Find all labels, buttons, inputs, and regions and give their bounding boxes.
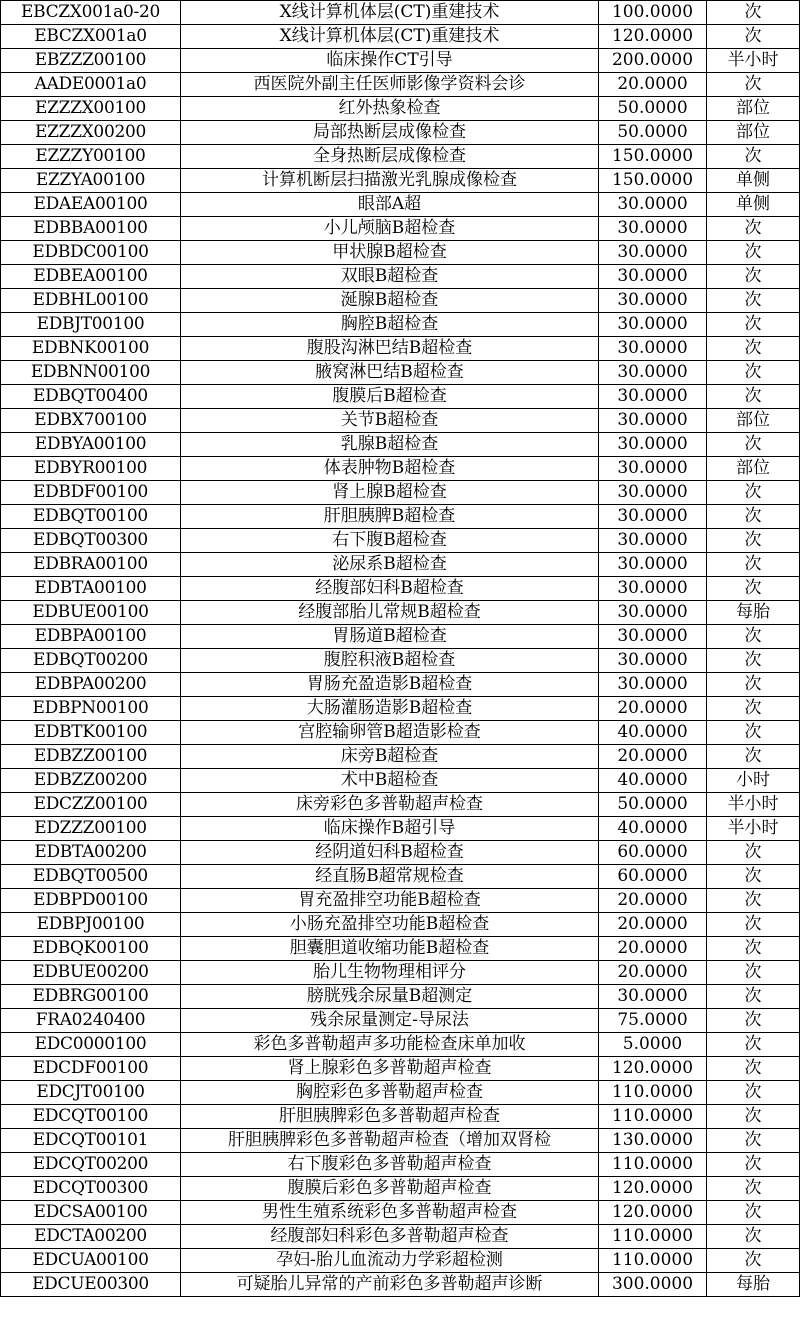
item-price-cell: 60.0000 <box>599 841 707 865</box>
item-unit-cell: 次 <box>707 1009 800 1033</box>
table-row <box>1 961 800 985</box>
item-unit-cell: 次 <box>707 265 800 289</box>
item-price-cell: 30.0000 <box>599 673 707 697</box>
table-row <box>1 409 800 433</box>
table-row <box>1 505 800 529</box>
item-name-cell: 局部热断层成像检查 <box>181 121 599 145</box>
item-code-cell: EDCQT00101 <box>1 1129 181 1153</box>
item-name-cell: 经直肠B超常规检查 <box>181 865 599 889</box>
item-unit-cell: 每胎 <box>707 601 800 625</box>
item-code-cell: EDAEA00100 <box>1 193 181 217</box>
item-code-cell: EDCTA00200 <box>1 1225 181 1249</box>
item-unit-cell: 次 <box>707 241 800 265</box>
item-unit-cell: 次 <box>707 673 800 697</box>
table-row <box>1 169 800 193</box>
item-price-cell: 130.0000 <box>599 1129 707 1153</box>
item-price-cell: 30.0000 <box>599 337 707 361</box>
item-code-cell: EDBDC00100 <box>1 241 181 265</box>
item-code-cell: EDBTK00100 <box>1 721 181 745</box>
table-row <box>1 1249 800 1273</box>
item-code-cell: EDCJT00100 <box>1 1081 181 1105</box>
item-unit-cell: 次 <box>707 553 800 577</box>
item-unit-cell: 部位 <box>707 409 800 433</box>
table-row <box>1 1 800 25</box>
item-unit-cell: 次 <box>707 25 800 49</box>
table-row <box>1 1033 800 1057</box>
item-code-cell: EBCZX001a0 <box>1 25 181 49</box>
item-price-cell: 50.0000 <box>599 97 707 121</box>
item-price-cell: 30.0000 <box>599 217 707 241</box>
item-price-cell: 20.0000 <box>599 961 707 985</box>
table-row <box>1 313 800 337</box>
item-code-cell: AADE0001a0 <box>1 73 181 97</box>
item-code-cell: EDZZZ00100 <box>1 817 181 841</box>
item-name-cell: 胸腔彩色多普勒超声检查 <box>181 1081 599 1105</box>
item-unit-cell: 次 <box>707 649 800 673</box>
item-name-cell: 胆囊胆道收缩功能B超检查 <box>181 937 599 961</box>
item-unit-cell: 次 <box>707 1081 800 1105</box>
item-name-cell: X线计算机体层(CT)重建技术 <box>181 1 599 25</box>
item-code-cell: EDBRG00100 <box>1 985 181 1009</box>
item-price-cell: 30.0000 <box>599 577 707 601</box>
item-code-cell: EDBQT00400 <box>1 385 181 409</box>
table-row <box>1 697 800 721</box>
item-price-cell: 100.0000 <box>599 1 707 25</box>
item-unit-cell: 次 <box>707 1153 800 1177</box>
table-row <box>1 337 800 361</box>
item-code-cell: EDBPN00100 <box>1 697 181 721</box>
item-code-cell: EDCZZ00100 <box>1 793 181 817</box>
table-row <box>1 1129 800 1153</box>
item-code-cell: EZZZY00100 <box>1 145 181 169</box>
item-name-cell: 胎儿生物物理相评分 <box>181 961 599 985</box>
table-row <box>1 121 800 145</box>
item-price-cell: 5.0000 <box>599 1033 707 1057</box>
item-unit-cell: 次 <box>707 865 800 889</box>
item-price-cell: 110.0000 <box>599 1225 707 1249</box>
item-price-cell: 30.0000 <box>599 193 707 217</box>
item-name-cell: 肾上腺B超检查 <box>181 481 599 505</box>
table-row <box>1 937 800 961</box>
item-name-cell: 体表肿物B超检查 <box>181 457 599 481</box>
item-code-cell: EDC0000100 <box>1 1033 181 1057</box>
table-row <box>1 769 800 793</box>
table-row <box>1 1177 800 1201</box>
item-name-cell: 腹膜后B超检查 <box>181 385 599 409</box>
item-name-cell: 腹膜后彩色多普勒超声检查 <box>181 1177 599 1201</box>
item-name-cell: 宫腔输卵管B超造影检查 <box>181 721 599 745</box>
item-code-cell: EDBX700100 <box>1 409 181 433</box>
item-name-cell: 双眼B超检查 <box>181 265 599 289</box>
item-price-cell: 30.0000 <box>599 385 707 409</box>
table-row <box>1 985 800 1009</box>
item-price-cell: 30.0000 <box>599 481 707 505</box>
item-unit-cell: 次 <box>707 217 800 241</box>
item-price-cell: 20.0000 <box>599 745 707 769</box>
item-unit-cell: 部位 <box>707 97 800 121</box>
item-code-cell: EDCQT00100 <box>1 1105 181 1129</box>
item-unit-cell: 次 <box>707 889 800 913</box>
table-row <box>1 145 800 169</box>
item-unit-cell: 次 <box>707 73 800 97</box>
item-price-cell: 40.0000 <box>599 721 707 745</box>
item-price-cell: 110.0000 <box>599 1081 707 1105</box>
item-unit-cell: 次 <box>707 1057 800 1081</box>
table-row <box>1 601 800 625</box>
table-row <box>1 433 800 457</box>
table-row <box>1 193 800 217</box>
item-price-cell: 30.0000 <box>599 529 707 553</box>
item-name-cell: 腹股沟淋巴结B超检查 <box>181 337 599 361</box>
table-row <box>1 1201 800 1225</box>
item-unit-cell: 次 <box>707 913 800 937</box>
item-price-cell: 110.0000 <box>599 1153 707 1177</box>
item-price-cell: 20.0000 <box>599 889 707 913</box>
item-name-cell: 肝胆胰脾彩色多普勒超声检查（增加双肾检 <box>181 1129 599 1153</box>
item-code-cell: FRA0240400 <box>1 1009 181 1033</box>
item-name-cell: 男性生殖系统彩色多普勒超声检查 <box>181 1201 599 1225</box>
item-code-cell: EDBQT00100 <box>1 505 181 529</box>
item-name-cell: 胸腔B超检查 <box>181 313 599 337</box>
item-price-cell: 30.0000 <box>599 985 707 1009</box>
table-row <box>1 793 800 817</box>
item-unit-cell: 次 <box>707 433 800 457</box>
item-name-cell: 小肠充盈排空功能B超检查 <box>181 913 599 937</box>
table-row <box>1 1057 800 1081</box>
item-code-cell: EDCQT00200 <box>1 1153 181 1177</box>
item-name-cell: 彩色多普勒超声多功能检查床单加收 <box>181 1033 599 1057</box>
item-code-cell: EDCDF00100 <box>1 1057 181 1081</box>
item-name-cell: 临床操作B超引导 <box>181 817 599 841</box>
item-unit-cell: 次 <box>707 337 800 361</box>
item-name-cell: 术中B超检查 <box>181 769 599 793</box>
item-code-cell: EDBPJ00100 <box>1 913 181 937</box>
item-code-cell: EDBZZ00100 <box>1 745 181 769</box>
item-code-cell: EDBQK00100 <box>1 937 181 961</box>
table-row <box>1 361 800 385</box>
item-code-cell: EZZZX00100 <box>1 97 181 121</box>
item-unit-cell: 次 <box>707 625 800 649</box>
item-price-cell: 60.0000 <box>599 865 707 889</box>
item-code-cell: EDBZZ00200 <box>1 769 181 793</box>
item-unit-cell: 次 <box>707 1033 800 1057</box>
item-unit-cell: 次 <box>707 1129 800 1153</box>
item-code-cell: EDCQT00300 <box>1 1177 181 1201</box>
item-name-cell: 可疑胎儿异常的产前彩色多普勒超声诊断 <box>181 1273 599 1297</box>
table-row <box>1 385 800 409</box>
item-price-cell: 20.0000 <box>599 697 707 721</box>
item-code-cell: EDBBA00100 <box>1 217 181 241</box>
item-price-cell: 150.0000 <box>599 145 707 169</box>
item-price-cell: 30.0000 <box>599 241 707 265</box>
item-code-cell: EBCZX001a0-20 <box>1 1 181 25</box>
table-row <box>1 721 800 745</box>
item-unit-cell: 次 <box>707 361 800 385</box>
item-name-cell: 经腹部妇科彩色多普勒超声检查 <box>181 1225 599 1249</box>
item-price-cell: 30.0000 <box>599 289 707 313</box>
item-price-cell: 30.0000 <box>599 313 707 337</box>
item-name-cell: 西医院外副主任医师影像学资料会诊 <box>181 73 599 97</box>
item-name-cell: 计算机断层扫描激光乳腺成像检查 <box>181 169 599 193</box>
item-code-cell: EDBDF00100 <box>1 481 181 505</box>
item-price-cell: 120.0000 <box>599 1201 707 1225</box>
item-code-cell: EDCUA00100 <box>1 1249 181 1273</box>
item-unit-cell: 次 <box>707 961 800 985</box>
item-name-cell: 右下腹彩色多普勒超声检查 <box>181 1153 599 1177</box>
item-name-cell: 涎腺B超检查 <box>181 289 599 313</box>
item-code-cell: EDBRA00100 <box>1 553 181 577</box>
item-unit-cell: 次 <box>707 385 800 409</box>
item-name-cell: 经腹部胎儿常规B超检查 <box>181 601 599 625</box>
item-unit-cell: 次 <box>707 1177 800 1201</box>
item-price-cell: 50.0000 <box>599 121 707 145</box>
item-price-cell: 50.0000 <box>599 793 707 817</box>
item-name-cell: 肝胆胰脾B超检查 <box>181 505 599 529</box>
item-name-cell: 肝胆胰脾彩色多普勒超声检查 <box>181 1105 599 1129</box>
item-code-cell: EZZYA00100 <box>1 169 181 193</box>
item-unit-cell: 次 <box>707 985 800 1009</box>
item-name-cell: 胃肠道B超检查 <box>181 625 599 649</box>
item-unit-cell: 次 <box>707 721 800 745</box>
item-unit-cell: 次 <box>707 505 800 529</box>
item-name-cell: 甲状腺B超检查 <box>181 241 599 265</box>
item-code-cell: EBZZZ00100 <box>1 49 181 73</box>
item-price-cell: 300.0000 <box>599 1273 707 1297</box>
table-row <box>1 673 800 697</box>
item-price-cell: 20.0000 <box>599 73 707 97</box>
item-code-cell: EDBUE00200 <box>1 961 181 985</box>
item-code-cell: EDBYR00100 <box>1 457 181 481</box>
item-unit-cell: 半小时 <box>707 49 800 73</box>
table-row <box>1 625 800 649</box>
item-name-cell: 乳腺B超检查 <box>181 433 599 457</box>
item-price-cell: 30.0000 <box>599 361 707 385</box>
table-row <box>1 97 800 121</box>
item-unit-cell: 次 <box>707 1249 800 1273</box>
item-code-cell: EDBPA00200 <box>1 673 181 697</box>
item-name-cell: 腋窝淋巴结B超检查 <box>181 361 599 385</box>
item-price-cell: 40.0000 <box>599 769 707 793</box>
item-unit-cell: 半小时 <box>707 817 800 841</box>
table-row <box>1 817 800 841</box>
item-price-cell: 30.0000 <box>599 409 707 433</box>
item-name-cell: 肾上腺彩色多普勒超声检查 <box>181 1057 599 1081</box>
item-name-cell: 眼部A超 <box>181 193 599 217</box>
table-row <box>1 553 800 577</box>
item-price-cell: 20.0000 <box>599 913 707 937</box>
item-unit-cell: 次 <box>707 481 800 505</box>
item-unit-cell: 次 <box>707 1105 800 1129</box>
item-code-cell: EZZZX00200 <box>1 121 181 145</box>
item-name-cell: 床旁B超检查 <box>181 745 599 769</box>
item-price-cell: 200.0000 <box>599 49 707 73</box>
item-unit-cell: 次 <box>707 145 800 169</box>
item-price-cell: 30.0000 <box>599 601 707 625</box>
item-price-cell: 120.0000 <box>599 1057 707 1081</box>
item-name-cell: 腹腔积液B超检查 <box>181 649 599 673</box>
item-code-cell: EDBNK00100 <box>1 337 181 361</box>
table-row <box>1 217 800 241</box>
item-code-cell: EDBEA00100 <box>1 265 181 289</box>
table-row <box>1 241 800 265</box>
item-name-cell: 临床操作CT引导 <box>181 49 599 73</box>
item-code-cell: EDBHL00100 <box>1 289 181 313</box>
item-name-cell: 胃充盈排空功能B超检查 <box>181 889 599 913</box>
item-code-cell: EDBQT00300 <box>1 529 181 553</box>
item-unit-cell: 次 <box>707 697 800 721</box>
item-code-cell: EDBPA00100 <box>1 625 181 649</box>
item-price-cell: 30.0000 <box>599 625 707 649</box>
item-price-cell: 110.0000 <box>599 1249 707 1273</box>
item-code-cell: EDBPD00100 <box>1 889 181 913</box>
item-name-cell: 全身热断层成像检查 <box>181 145 599 169</box>
item-name-cell: 经腹部妇科B超检查 <box>181 577 599 601</box>
table-row <box>1 25 800 49</box>
item-price-cell: 120.0000 <box>599 1177 707 1201</box>
item-name-cell: 关节B超检查 <box>181 409 599 433</box>
table-row <box>1 1273 800 1297</box>
table-row <box>1 913 800 937</box>
item-name-cell: X线计算机体层(CT)重建技术 <box>181 25 599 49</box>
item-price-cell: 30.0000 <box>599 265 707 289</box>
table-row <box>1 529 800 553</box>
item-unit-cell: 次 <box>707 577 800 601</box>
item-unit-cell: 次 <box>707 1201 800 1225</box>
table-row <box>1 49 800 73</box>
table-row <box>1 73 800 97</box>
item-code-cell: EDBUE00100 <box>1 601 181 625</box>
item-name-cell: 胃肠充盈造影B超检查 <box>181 673 599 697</box>
item-code-cell: EDBTA00100 <box>1 577 181 601</box>
item-code-cell: EDBNN00100 <box>1 361 181 385</box>
table-row <box>1 1105 800 1129</box>
item-name-cell: 右下腹B超检查 <box>181 529 599 553</box>
item-code-cell: EDBJT00100 <box>1 313 181 337</box>
table-row <box>1 1009 800 1033</box>
item-unit-cell: 半小时 <box>707 793 800 817</box>
item-name-cell: 床旁彩色多普勒超声检查 <box>181 793 599 817</box>
item-unit-cell: 小时 <box>707 769 800 793</box>
item-price-cell: 30.0000 <box>599 457 707 481</box>
item-unit-cell: 部位 <box>707 121 800 145</box>
item-name-cell: 大肠灌肠造影B超检查 <box>181 697 599 721</box>
item-price-cell: 110.0000 <box>599 1105 707 1129</box>
item-unit-cell: 单侧 <box>707 193 800 217</box>
table-row <box>1 265 800 289</box>
item-unit-cell: 次 <box>707 841 800 865</box>
table-row <box>1 649 800 673</box>
item-name-cell: 孕妇-胎儿血流动力学彩超检测 <box>181 1249 599 1273</box>
table-row <box>1 289 800 313</box>
item-price-cell: 30.0000 <box>599 553 707 577</box>
table-row <box>1 481 800 505</box>
item-code-cell: EDBTA00200 <box>1 841 181 865</box>
table-row <box>1 1081 800 1105</box>
item-code-cell: EDBYA00100 <box>1 433 181 457</box>
table-row <box>1 745 800 769</box>
item-unit-cell: 次 <box>707 1225 800 1249</box>
item-unit-cell: 部位 <box>707 457 800 481</box>
item-price-cell: 75.0000 <box>599 1009 707 1033</box>
item-price-cell: 30.0000 <box>599 505 707 529</box>
item-name-cell: 膀胱残余尿量B超测定 <box>181 985 599 1009</box>
item-price-cell: 150.0000 <box>599 169 707 193</box>
item-price-cell: 30.0000 <box>599 433 707 457</box>
table-row <box>1 1153 800 1177</box>
item-code-cell: EDCUE00300 <box>1 1273 181 1297</box>
table-row <box>1 889 800 913</box>
item-name-cell: 残余尿量测定-导尿法 <box>181 1009 599 1033</box>
item-name-cell: 泌尿系B超检查 <box>181 553 599 577</box>
table-row <box>1 1225 800 1249</box>
item-unit-cell: 次 <box>707 1 800 25</box>
item-unit-cell: 次 <box>707 313 800 337</box>
item-unit-cell: 次 <box>707 937 800 961</box>
item-price-cell: 20.0000 <box>599 937 707 961</box>
table-body <box>1 1 800 1297</box>
table-row <box>1 865 800 889</box>
item-name-cell: 经阴道妇科B超检查 <box>181 841 599 865</box>
item-code-cell: EDBQT00200 <box>1 649 181 673</box>
item-code-cell: EDCSA00100 <box>1 1201 181 1225</box>
table-row <box>1 577 800 601</box>
item-name-cell: 小儿颅脑B超检查 <box>181 217 599 241</box>
item-price-cell: 120.0000 <box>599 25 707 49</box>
table-row <box>1 841 800 865</box>
item-name-cell: 红外热象检查 <box>181 97 599 121</box>
item-code-cell: EDBQT00500 <box>1 865 181 889</box>
table-row <box>1 457 800 481</box>
item-unit-cell: 次 <box>707 289 800 313</box>
item-unit-cell: 次 <box>707 529 800 553</box>
item-price-cell: 40.0000 <box>599 817 707 841</box>
item-unit-cell: 次 <box>707 745 800 769</box>
item-price-cell: 30.0000 <box>599 649 707 673</box>
item-unit-cell: 单侧 <box>707 169 800 193</box>
item-unit-cell: 每胎 <box>707 1273 800 1297</box>
